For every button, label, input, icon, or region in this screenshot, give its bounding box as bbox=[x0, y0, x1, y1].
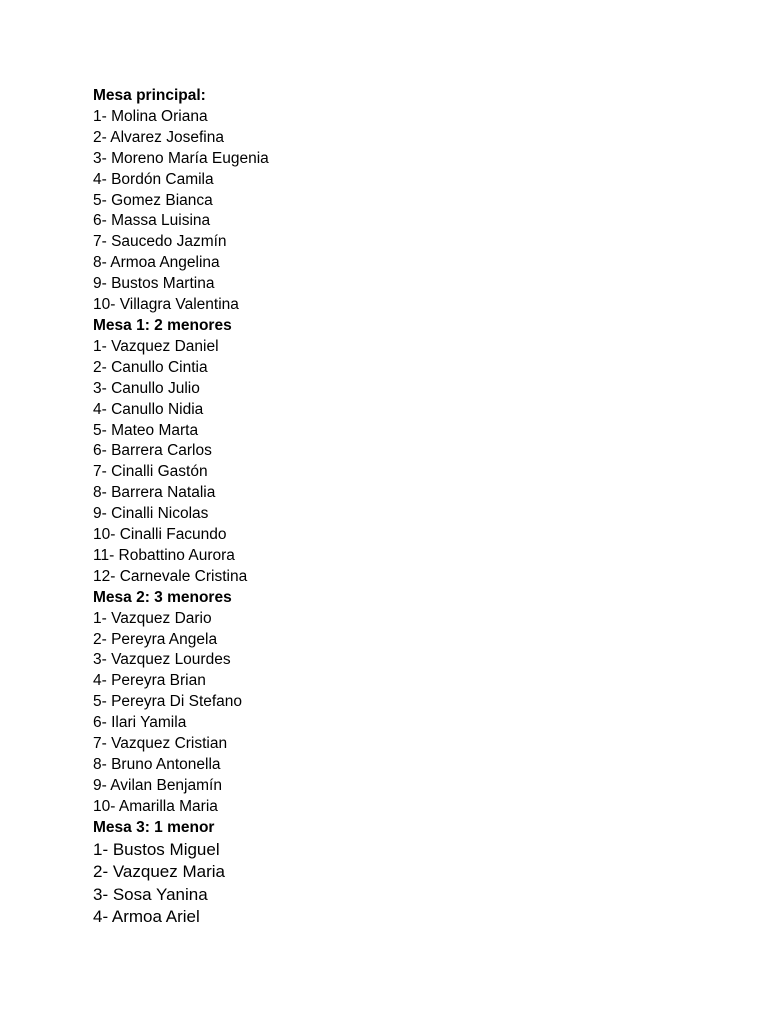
list-item: 10- Villagra Valentina bbox=[93, 296, 239, 314]
list-item: 6- Ilari Yamila bbox=[93, 714, 187, 732]
section-heading: Mesa 2: 3 menores bbox=[93, 588, 232, 606]
table-list bbox=[93, 86, 653, 929]
list-item: 3- Vazquez Lourdes bbox=[93, 651, 231, 669]
list-item: 8- Bruno Antonella bbox=[93, 756, 221, 773]
list-item: 4- Canullo Nidia bbox=[93, 400, 204, 418]
list-item: 2- Alvarez Josefina bbox=[93, 128, 224, 146]
list-item: 5- Gomez Bianca bbox=[93, 191, 213, 209]
list-item: 7- Saucedo Jazmín bbox=[93, 233, 227, 251]
list-item: 3- Canullo Julio bbox=[93, 379, 200, 397]
list-item: 3- Moreno María Eugenia bbox=[93, 149, 269, 167]
list-item: 5- Pereyra Di Stefano bbox=[93, 693, 243, 711]
list-item: 3- Sosa Yanina bbox=[93, 884, 208, 904]
list-item: 1- Molina Oriana bbox=[93, 107, 208, 125]
list-item: 1- Bustos Miguel bbox=[93, 839, 220, 859]
list-item: 7- Cinalli Gastón bbox=[93, 463, 208, 481]
list-item: 8- Barrera Natalia bbox=[93, 484, 216, 502]
list-item: 10- Amarilla Maria bbox=[93, 797, 218, 815]
list-item: 6- Massa Luisina bbox=[93, 212, 211, 230]
section-heading: Mesa 1: 2 menores bbox=[93, 316, 232, 334]
list-item: 4- Bordón Camila bbox=[93, 170, 214, 188]
list-item: 1- Vazquez Dario bbox=[93, 609, 212, 627]
list-item: 9- Bustos Martina bbox=[93, 275, 215, 293]
list-item: 8- Armoa Angelina bbox=[93, 254, 220, 272]
list-item: 5- Mateo Marta bbox=[93, 421, 199, 439]
list-item: 12- Carnevale Cristina bbox=[93, 567, 248, 585]
list-item: 9- Avilan Benjamín bbox=[93, 776, 222, 794]
list-item: 2- Vazquez Maria bbox=[93, 862, 225, 882]
list-item: 9- Cinalli Nicolas bbox=[93, 505, 209, 523]
list-item: 7- Vazquez Cristian bbox=[93, 735, 228, 753]
section-heading: Mesa principal: bbox=[93, 87, 206, 104]
list-item: 10- Cinalli Facundo bbox=[93, 526, 227, 544]
list-item: 11- Robattino Aurora bbox=[93, 546, 235, 564]
list-item: 2- Pereyra Angela bbox=[93, 630, 218, 648]
list-item: 4- Pereyra Brian bbox=[93, 672, 206, 690]
list-item: 6- Barrera Carlos bbox=[93, 442, 212, 460]
list-item: 1- Vazquez Daniel bbox=[93, 337, 219, 355]
list-item: 4- Armoa Ariel bbox=[93, 907, 200, 927]
list-item: 2- Canullo Cintia bbox=[93, 358, 208, 376]
section-heading: Mesa 3: 1 menor bbox=[93, 818, 215, 836]
